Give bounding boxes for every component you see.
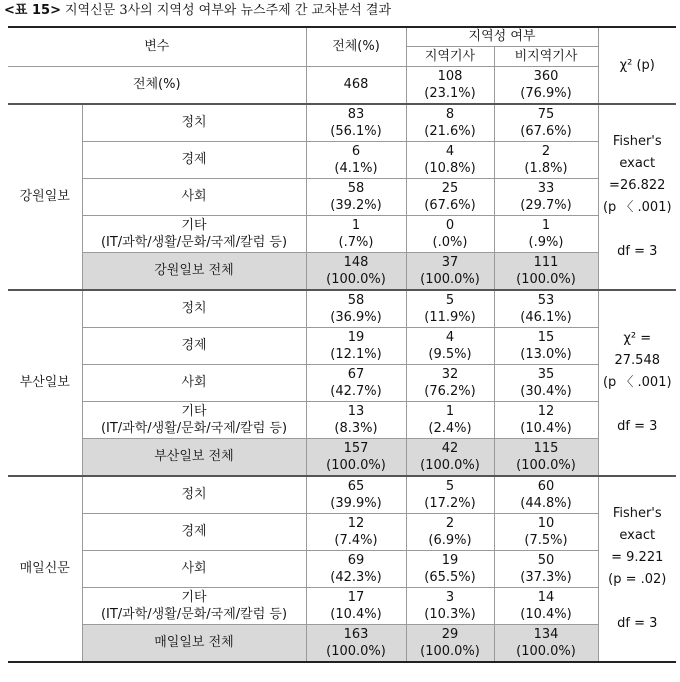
cell-total-line: (42.7%) <box>330 383 382 399</box>
cell-local <box>406 141 494 178</box>
cell-nonlocal-line: (10.4%) <box>520 606 572 622</box>
cell-nonlocal-line: (100.0%) <box>516 457 576 473</box>
topic-label-line: 사회 <box>181 561 207 576</box>
table-row <box>8 476 676 514</box>
cell-nonlocal-line: (67.6%) <box>520 123 572 139</box>
cell-local-line: (11.9%) <box>424 309 476 325</box>
topic-label-line: (IT/과학/생활/문화/국제/칼럼 등) <box>100 420 288 436</box>
cell-local-line: (65.5%) <box>424 569 476 585</box>
header-local: 지역기사 <box>406 46 494 66</box>
cell-local-line: (10.3%) <box>424 606 476 622</box>
cell-total <box>306 215 406 252</box>
cell-local-line: 32 <box>441 366 459 382</box>
table-caption <box>4 3 391 19</box>
cell-nonlocal-line: 14 <box>537 589 555 605</box>
topic-label-line: 사회 <box>181 189 207 204</box>
cell-total-line: (39.2%) <box>330 197 382 213</box>
cell-nonlocal-line: (44.8%) <box>520 495 572 511</box>
cell-nonlocal <box>494 178 598 215</box>
group-name: 강원일보 <box>8 104 82 290</box>
cell-local-line: 3 <box>445 589 455 605</box>
topic-label <box>82 513 306 550</box>
table-row <box>8 364 676 401</box>
cell-nonlocal <box>494 215 598 252</box>
table-row <box>8 624 676 662</box>
topic-label-line: 부산일보 전체 <box>154 449 234 464</box>
overall-local <box>406 66 494 104</box>
cell-nonlocal <box>494 327 598 364</box>
cell-local-line: 4 <box>445 143 455 159</box>
cell-total-line: (36.9%) <box>330 309 382 325</box>
cell-local-line: (.0%) <box>432 234 468 250</box>
cell-nonlocal-line: (13.0%) <box>520 346 572 362</box>
cell-local <box>406 215 494 252</box>
cell-nonlocal-line: 75 <box>537 106 555 122</box>
cell-total-line: 6 <box>351 143 361 159</box>
stat-line: (p 〈 .001) <box>602 374 672 390</box>
cell-nonlocal-line: 35 <box>537 366 555 382</box>
cell-total-line: 157 <box>343 440 369 456</box>
topic-label-line: 매일일보 전체 <box>154 635 234 650</box>
table-row <box>8 513 676 550</box>
cell-local <box>406 624 494 662</box>
cell-nonlocal <box>494 290 598 328</box>
overall-local-count: 108 <box>437 68 463 84</box>
cell-total <box>306 624 406 662</box>
cell-total <box>306 364 406 401</box>
table-row <box>8 104 676 142</box>
cell-total-line: (10.4%) <box>330 606 382 622</box>
chi-square-stat <box>598 104 676 290</box>
cell-nonlocal <box>494 141 598 178</box>
cell-total <box>306 290 406 328</box>
topic-label-line: 정치 <box>181 301 207 316</box>
cell-nonlocal-line: 1 <box>541 217 551 233</box>
cell-local-line: 1 <box>445 403 455 419</box>
cell-local <box>406 550 494 587</box>
cell-local <box>406 104 494 142</box>
cell-nonlocal <box>494 624 598 662</box>
cell-nonlocal-line: 33 <box>537 180 555 196</box>
cell-nonlocal-line: (29.7%) <box>520 197 572 213</box>
topic-label <box>82 327 306 364</box>
stat-line: =26.822 <box>609 177 666 193</box>
cell-nonlocal <box>494 401 598 438</box>
cell-local-line: 5 <box>445 292 455 308</box>
cell-nonlocal-line: (10.4%) <box>520 420 572 436</box>
header-nonlocal: 비지역기사 <box>494 46 598 66</box>
cell-nonlocal <box>494 104 598 142</box>
cell-local-line: (9.5%) <box>428 346 472 362</box>
cell-local <box>406 178 494 215</box>
cell-local-line: (6.9%) <box>428 532 472 548</box>
topic-label-line: 기타 <box>181 217 207 233</box>
cell-nonlocal-line: (30.4%) <box>520 383 572 399</box>
cell-total-line: (39.9%) <box>330 495 382 511</box>
topic-label-line: 사회 <box>181 375 207 390</box>
overall-label: 전체(%) <box>8 66 306 104</box>
stat-line: (p 〈 .001) <box>602 199 672 215</box>
overall-nonlocal <box>494 66 598 104</box>
header-locality: 지역성 여부 <box>406 27 598 46</box>
overall-nonlocal-count: 360 <box>533 68 559 84</box>
cell-nonlocal-line: (46.1%) <box>520 309 572 325</box>
topic-label-line: (IT/과학/생활/문화/국제/칼럼 등) <box>100 234 288 250</box>
cell-local-line: (100.0%) <box>420 271 480 287</box>
cell-local <box>406 327 494 364</box>
stat-line: df = 3 <box>617 615 658 631</box>
group-total-label <box>82 252 306 290</box>
cell-total <box>306 401 406 438</box>
cell-local-line: (17.2%) <box>424 495 476 511</box>
cell-local-line: (100.0%) <box>420 643 480 659</box>
header-chi: χ² (p) <box>598 27 676 104</box>
stat-line: Fisher's <box>612 133 662 149</box>
topic-label <box>82 401 306 438</box>
cell-total-line: 69 <box>347 552 365 568</box>
cell-total <box>306 513 406 550</box>
chi-square-stat <box>598 476 676 662</box>
cell-nonlocal <box>494 476 598 514</box>
cell-local-line: (10.8%) <box>424 160 476 176</box>
cell-nonlocal-line: 111 <box>533 254 559 270</box>
table-body <box>8 27 676 662</box>
topic-label-line: 정치 <box>181 115 207 130</box>
topic-label <box>82 550 306 587</box>
cell-total <box>306 550 406 587</box>
cell-total-line: (100.0%) <box>326 271 386 287</box>
cell-total-line: (100.0%) <box>326 643 386 659</box>
cell-total-line: 13 <box>347 403 365 419</box>
cell-local <box>406 476 494 514</box>
table-row <box>8 215 676 252</box>
cell-local-line: 4 <box>445 329 455 345</box>
cell-local-line: 42 <box>441 440 459 456</box>
cell-total-line: (4.1%) <box>334 160 378 176</box>
topic-label-line: 경제 <box>181 338 207 353</box>
cell-total <box>306 252 406 290</box>
cell-local <box>406 513 494 550</box>
cell-nonlocal-line: 53 <box>537 292 555 308</box>
stat-line: 27.548 <box>614 352 660 368</box>
cell-total-line: (.7%) <box>338 234 374 250</box>
cell-total-line: (7.4%) <box>334 532 378 548</box>
cell-nonlocal-line: 12 <box>537 403 555 419</box>
cell-local-line: 8 <box>445 106 455 122</box>
topic-label-line: (IT/과학/생활/문화/국제/칼럼 등) <box>100 606 288 622</box>
caption-text: 지역신문 3사의 지역성 여부와 뉴스주제 간 교차분석 결과 <box>64 3 392 18</box>
table-row <box>8 587 676 624</box>
group-name: 매일신문 <box>8 476 82 662</box>
cell-nonlocal <box>494 364 598 401</box>
cell-total-line: 65 <box>347 478 365 494</box>
cell-total-line: (56.1%) <box>330 123 382 139</box>
caption-label: <표 15> <box>4 3 61 18</box>
cell-nonlocal-line: 15 <box>537 329 555 345</box>
cell-nonlocal <box>494 252 598 290</box>
cell-nonlocal <box>494 438 598 476</box>
topic-label <box>82 104 306 142</box>
cell-local <box>406 290 494 328</box>
topic-label <box>82 178 306 215</box>
topic-label <box>82 215 306 252</box>
stat-line: (p = .02) <box>608 571 667 587</box>
cell-local <box>406 587 494 624</box>
cell-total-line: 83 <box>347 106 365 122</box>
table-row <box>8 550 676 587</box>
topic-label-line: 기타 <box>181 403 207 419</box>
cross-analysis-table <box>8 26 676 663</box>
cell-total-line: (12.1%) <box>330 346 382 362</box>
cell-total <box>306 587 406 624</box>
cell-nonlocal-line: 115 <box>533 440 559 456</box>
stat-line: df = 3 <box>617 418 658 434</box>
group-name: 부산일보 <box>8 290 82 476</box>
stat-line: Fisher's <box>612 505 662 521</box>
cell-total <box>306 104 406 142</box>
cell-total-line: 12 <box>347 515 365 531</box>
cell-total-line: 17 <box>347 589 365 605</box>
cell-local-line: (21.6%) <box>424 123 476 139</box>
cell-total-line: 148 <box>343 254 369 270</box>
topic-label <box>82 364 306 401</box>
stat-line <box>599 394 677 416</box>
chi-square-stat <box>598 290 676 476</box>
cell-nonlocal-line: (7.5%) <box>524 532 568 548</box>
cell-nonlocal-line: (37.3%) <box>520 569 572 585</box>
overall-total: 468 <box>306 66 406 104</box>
table-row <box>8 401 676 438</box>
overall-local-pct: (23.1%) <box>424 85 476 101</box>
cell-total-line: 163 <box>343 626 369 642</box>
topic-label-line: 경제 <box>181 524 207 539</box>
cell-local-line: (2.4%) <box>428 420 472 436</box>
stat-line: χ² = <box>623 330 652 346</box>
cell-local-line: 5 <box>445 478 455 494</box>
header-variable: 변수 <box>8 27 306 66</box>
topic-label <box>82 290 306 328</box>
stat-line: df = 3 <box>617 243 658 259</box>
table-row <box>8 178 676 215</box>
group-total-label <box>82 624 306 662</box>
cell-total <box>306 438 406 476</box>
cell-nonlocal-line: 50 <box>537 552 555 568</box>
table-row <box>8 438 676 476</box>
cell-total-line: (8.3%) <box>334 420 378 436</box>
cell-nonlocal-line: 60 <box>537 478 555 494</box>
table-row <box>8 141 676 178</box>
cell-nonlocal-line: (100.0%) <box>516 271 576 287</box>
cell-nonlocal-line: (.9%) <box>528 234 564 250</box>
cell-total-line: 58 <box>347 292 365 308</box>
cell-total <box>306 141 406 178</box>
topic-label-line: 기타 <box>181 589 207 605</box>
header-total: 전체(%) <box>306 27 406 66</box>
table-row <box>8 252 676 290</box>
table-row <box>8 327 676 364</box>
cell-local-line: 29 <box>441 626 459 642</box>
cell-total <box>306 178 406 215</box>
stat-line <box>599 219 677 241</box>
cell-nonlocal-line: 10 <box>537 515 555 531</box>
topic-label <box>82 141 306 178</box>
cell-total-line: 58 <box>347 180 365 196</box>
cell-local <box>406 364 494 401</box>
cell-nonlocal <box>494 513 598 550</box>
cell-local <box>406 252 494 290</box>
cell-total-line: (100.0%) <box>326 457 386 473</box>
cell-nonlocal <box>494 587 598 624</box>
cell-total <box>306 327 406 364</box>
cell-local-line: (76.2%) <box>424 383 476 399</box>
overall-nonlocal-pct: (76.9%) <box>520 85 572 101</box>
cell-local-line: (100.0%) <box>420 457 480 473</box>
cell-local-line: 37 <box>441 254 459 270</box>
cell-nonlocal-line: 2 <box>541 143 551 159</box>
stat-line: exact <box>619 527 656 543</box>
cell-nonlocal-line: (100.0%) <box>516 643 576 659</box>
cell-total-line: 19 <box>347 329 365 345</box>
cell-total-line: 67 <box>347 366 365 382</box>
topic-label <box>82 587 306 624</box>
topic-label-line: 경제 <box>181 152 207 167</box>
topic-label-line: 강원일보 전체 <box>154 263 234 278</box>
stat-line: exact <box>619 155 656 171</box>
cell-local-line: 2 <box>445 515 455 531</box>
cell-local <box>406 438 494 476</box>
cell-local-line: (67.6%) <box>424 197 476 213</box>
cell-nonlocal-line: 134 <box>533 626 559 642</box>
cell-nonlocal <box>494 550 598 587</box>
cell-local-line: 25 <box>441 180 459 196</box>
cell-nonlocal-line: (1.8%) <box>524 160 568 176</box>
topic-label-line: 정치 <box>181 487 207 502</box>
table-row <box>8 290 676 328</box>
cell-total-line: 1 <box>351 217 361 233</box>
cell-local <box>406 401 494 438</box>
group-total-label <box>82 438 306 476</box>
topic-label <box>82 476 306 514</box>
stat-line <box>599 591 677 613</box>
cell-local-line: 0 <box>445 217 455 233</box>
cell-local-line: 19 <box>441 552 459 568</box>
cell-total-line: (42.3%) <box>330 569 382 585</box>
stat-line: = 9.221 <box>611 549 664 565</box>
cell-total <box>306 476 406 514</box>
